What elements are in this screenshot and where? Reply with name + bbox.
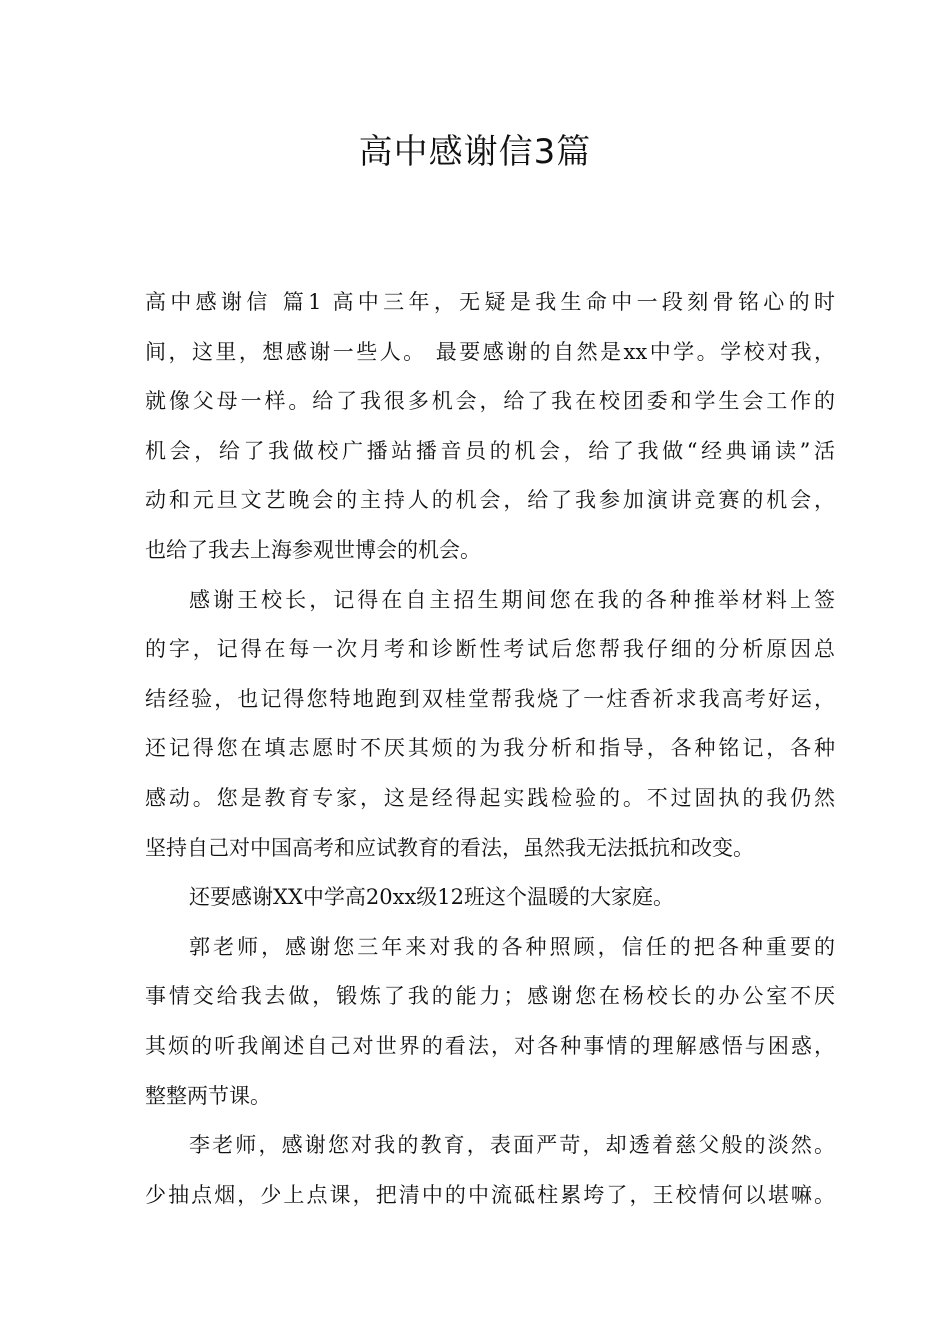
paragraph-line: 李老师，感谢您对我的教育，表面严苛，却透着慈父般的淡然。: [189, 1133, 835, 1158]
paragraph-line: 也给了我去上海参观世博会的机会。: [145, 537, 481, 562]
paragraph-line: 感谢王校长，记得在自主招生期间您在我的各种推举材料上签: [189, 587, 835, 612]
paragraph-line: 机会，给了我做校广播站播音员的机会，给了我做“经典诵读”活: [145, 438, 835, 463]
paragraph-line: 的字，记得在每一次月考和诊断性考试后您帮我仔细的分析原因总: [145, 637, 835, 662]
document-title: 高中感谢信3篇: [358, 132, 592, 172]
paragraph-line: 还记得您在填志愿时不厌其烦的为我分析和指导，各种铭记，各种: [145, 736, 835, 761]
paragraph-line: 还要感谢XX中学高20xx级12班这个温暖的大家庭。: [189, 885, 675, 910]
paragraph-line: 其烦的听我阐述自己对世界的看法，对各种事情的理解感悟与困惑，: [145, 1033, 835, 1058]
paragraph-line: 结经验，也记得您特地跑到双桂堂帮我烧了一炷香祈求我高考好运，: [145, 686, 835, 711]
paragraph-line: 坚持自己对中国高考和应试教育的看法，虽然我无法抵抗和改变。: [145, 835, 754, 860]
paragraph-line: 整整两节课。: [145, 1083, 271, 1108]
paragraph-line: 感动。您是教育专家，这是经得起实践检验的。不过固执的我仍然: [145, 785, 835, 810]
paragraph-line: 事情交给我去做，锻炼了我的能力；感谢您在杨校长的办公室不厌: [145, 984, 835, 1009]
paragraph-line: 间，这里，想感谢一些人。 最要感谢的自然是xx中学。学校对我，: [145, 339, 835, 364]
document-body: [145, 278, 835, 1220]
paragraph-line: 动和元旦文艺晚会的主持人的机会，给了我参加演讲竞赛的机会，: [145, 488, 835, 513]
paragraph-line: 少抽点烟，少上点课，把清中的中流砥柱累垮了，王校情何以堪嘛。: [145, 1182, 835, 1207]
paragraph-line: 就像父母一样。给了我很多机会，给了我在校团委和学生会工作的: [145, 389, 835, 414]
paragraph-line: 郭老师，感谢您三年来对我的各种照顾，信任的把各种重要的: [189, 934, 835, 959]
paragraph-line: 高中感谢信 篇1 高中三年，无疑是我生命中一段刻骨铭心的时: [145, 290, 835, 314]
